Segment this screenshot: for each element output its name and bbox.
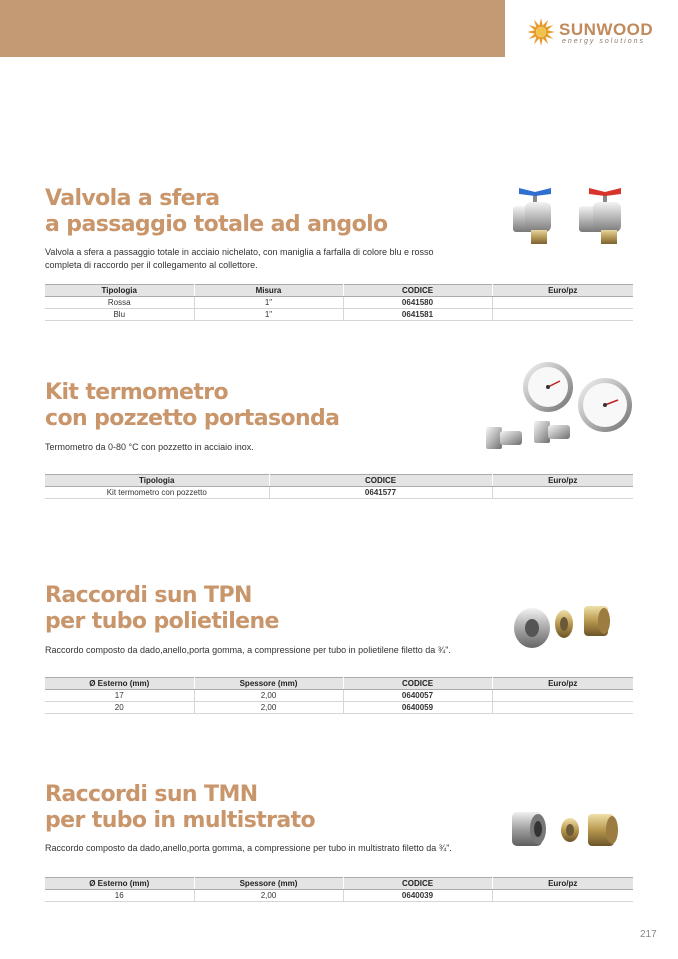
section-description	[45, 842, 452, 855]
title-line-2: per tubo in multistrato	[45, 808, 316, 833]
description-line-1: Valvola a sfera a passaggio totale in acciaio nichelato, con maniglia a farfalla di colore blu e rosso	[45, 247, 434, 257]
cell: 2,00	[194, 890, 343, 902]
cell: 2,00	[194, 690, 343, 702]
title-line-1: Valvola a sfera	[45, 186, 220, 211]
price-cell	[492, 702, 633, 714]
table-row	[45, 702, 633, 714]
page-number: 217	[640, 929, 657, 940]
multilayer-fitting-image	[508, 800, 623, 860]
title-line-2: a passaggio totale ad angolo	[45, 212, 388, 237]
cell: 2,00	[194, 702, 343, 714]
title-line-2: per tubo polietilene	[45, 609, 279, 634]
title-line-1: Kit termometro	[45, 380, 229, 405]
cell: 20	[45, 702, 194, 714]
price-cell	[492, 309, 633, 321]
product-code: 0641580	[343, 297, 492, 309]
sunwood-logo	[526, 17, 666, 47]
col-header: Spessore (mm)	[194, 678, 343, 690]
price-cell	[492, 890, 633, 902]
pe-fitting-image	[510, 596, 620, 656]
product-code: 0640059	[343, 702, 492, 714]
col-header: Euro/pz	[492, 475, 633, 487]
col-header: Tipologia	[45, 475, 269, 487]
description-line-1: Raccordo composto da dado,anello,porta gomma, a compressione per tubo in multistrato filetto da ¾".	[45, 843, 452, 853]
brand-name: SUNWOOD	[559, 20, 654, 39]
col-header: Tipologia	[45, 285, 194, 297]
header-band	[0, 0, 505, 57]
col-header: Euro/pz	[492, 285, 633, 297]
col-header: Spessore (mm)	[194, 878, 343, 890]
description-line-1: Termometro da 0-80 °C con pozzetto in acciaio inox.	[45, 442, 254, 452]
table-header-row	[45, 475, 633, 487]
table-row	[45, 309, 633, 321]
product-table	[45, 877, 633, 902]
section-title	[45, 583, 279, 635]
section-description	[45, 644, 451, 657]
col-header: Euro/pz	[492, 678, 633, 690]
product-code: 0640057	[343, 690, 492, 702]
cell: Kit termometro con pozzetto	[45, 487, 269, 499]
table-header-row	[45, 285, 633, 297]
description-line-2: completa di raccordo per il collegamento al collettore.	[45, 260, 258, 270]
angle-ball-valves-image	[505, 180, 640, 255]
product-code: 0641581	[343, 309, 492, 321]
title-line-2: con pozzetto portasonda	[45, 406, 340, 431]
cell: 17	[45, 690, 194, 702]
table-row	[45, 297, 633, 309]
section-title	[45, 782, 315, 834]
table-row	[45, 890, 633, 902]
col-header: CODICE	[343, 285, 492, 297]
table-header-row	[45, 878, 633, 890]
section-description	[45, 246, 434, 272]
col-header: CODICE	[343, 878, 492, 890]
price-cell	[492, 297, 633, 309]
sun-logo-icon	[526, 17, 556, 47]
description-line-1: Raccordo composto da dado,anello,porta gomma, a compressione per tubo in polietilene filetto da ¾".	[45, 645, 451, 655]
product-code: 0641577	[269, 487, 492, 499]
product-table	[45, 284, 633, 321]
table-row	[45, 487, 633, 499]
col-header: Ø Esterno (mm)	[45, 678, 194, 690]
section-description	[45, 441, 254, 454]
product-code: 0640039	[343, 890, 492, 902]
brand-tagline: energy solutions	[562, 38, 645, 45]
title-line-1: Raccordi sun TPN	[45, 583, 252, 608]
col-header: CODICE	[343, 678, 492, 690]
col-header: CODICE	[269, 475, 492, 487]
col-header: Ø Esterno (mm)	[45, 878, 194, 890]
thermometer-kit-image	[478, 345, 653, 465]
cell: 1"	[194, 297, 343, 309]
col-header: Misura	[194, 285, 343, 297]
section-title	[45, 380, 339, 432]
product-table	[45, 474, 633, 499]
table-row	[45, 690, 633, 702]
section-title	[45, 186, 388, 238]
product-table	[45, 677, 633, 714]
price-cell	[492, 487, 633, 499]
cell: 1"	[194, 309, 343, 321]
title-line-1: Raccordi sun TMN	[45, 782, 258, 807]
cell: Blu	[45, 309, 194, 321]
price-cell	[492, 690, 633, 702]
cell: Rossa	[45, 297, 194, 309]
cell: 16	[45, 890, 194, 902]
col-header: Euro/pz	[492, 878, 633, 890]
table-header-row	[45, 678, 633, 690]
